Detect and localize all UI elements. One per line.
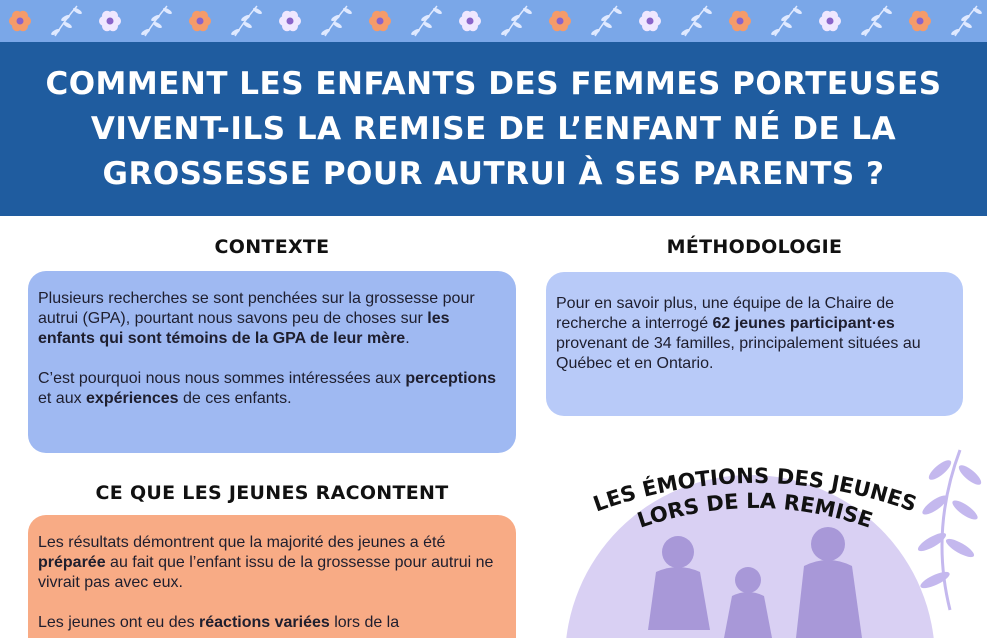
flower-icon: [279, 11, 301, 31]
body-text: de ces enfants.: [178, 390, 292, 407]
leaf-icon: [50, 6, 83, 36]
recits-card: [28, 515, 516, 638]
flower-icon: [819, 11, 841, 31]
leaf-icon: [680, 6, 713, 36]
leaf-icon: [410, 6, 443, 36]
body-text: au fait que l’enfant issu de la grossesse pour autrui ne vivrait pas avec eux.: [38, 554, 494, 591]
leaf-icon: [860, 6, 893, 36]
leaf-icon: [770, 6, 803, 36]
emphasis-text: préparée: [38, 554, 106, 571]
recits-heading: CE QUE LES JEUNES RACONTENT: [95, 482, 449, 504]
body-text: .: [405, 330, 410, 347]
emphasis-text: les enfants qui sont témoins de la GPA de leur mère: [38, 310, 450, 347]
emotions-title-line2: LORS DE LA REMISE: [634, 488, 876, 533]
body-text: Pour en savoir plus, une équipe de la Chaire de recherche a interrogé: [556, 295, 894, 332]
emotions-title: [570, 450, 940, 540]
leaf-icon: [500, 6, 533, 36]
body-text: provenant de 34 familles, principalement situées au Québec et en Ontario.: [556, 335, 921, 372]
emphasis-text: réactions variées: [199, 614, 330, 631]
body-text: Plusieurs recherches se sont penchées sur la grossesse pour autrui (GPA), pourtant nous savons peu de choses sur: [38, 290, 475, 327]
floral-border: [0, 0, 987, 42]
page-title: COMMENT LES ENFANTS DES FEMMES PORTEUSES VIVENT-ILS LA REMISE DE L’ENFANT NÉ DE LA GROSSESSE POUR AUTRUI À SES PARENTS ?: [45, 65, 942, 192]
leaf-icon: [140, 6, 173, 36]
leaf-icon: [230, 6, 263, 36]
flower-icon: [189, 11, 211, 31]
flower-icon: [549, 11, 571, 31]
methodologie-heading: MÉTHODOLOGIE: [666, 236, 843, 258]
leaf-icon: [590, 6, 623, 36]
body-text: lors de la: [329, 614, 400, 631]
recits-paragraph-1: [38, 533, 506, 593]
body-text: Les jeunes ont eu des: [38, 614, 200, 631]
flower-icon: [909, 11, 931, 31]
contexte-heading: CONTEXTE: [214, 236, 330, 258]
emphasis-text: expériences: [86, 390, 179, 407]
contexte-paragraph-1: [38, 289, 506, 349]
floral-pattern: [0, 0, 987, 42]
methodologie-paragraph: [556, 294, 953, 374]
flower-icon: [369, 11, 391, 31]
body-text: Les résultats démontrent que la majorité des jeunes a été: [38, 534, 446, 551]
contexte-card: [28, 271, 516, 453]
emphasis-text: perceptions: [405, 370, 496, 387]
methodologie-card: [546, 272, 963, 416]
flower-icon: [99, 11, 121, 31]
emotions-title-line1: LES ÉMOTIONS DES JEUNES: [590, 463, 920, 517]
flower-icon: [729, 11, 751, 31]
leaf-icon: [950, 6, 983, 36]
leaf-icon: [320, 6, 353, 36]
recits-paragraph-2: [38, 613, 506, 633]
body-text: et aux: [38, 390, 87, 407]
emphasis-text: 62 jeunes participant·es: [712, 315, 895, 332]
contexte-paragraph-2: [38, 369, 506, 409]
flower-icon: [9, 11, 31, 31]
flower-icon: [639, 11, 661, 31]
flower-icon: [459, 11, 481, 31]
body-text: C’est pourquoi nous nous sommes intéressées aux: [38, 370, 406, 387]
title-banner: [0, 42, 987, 216]
